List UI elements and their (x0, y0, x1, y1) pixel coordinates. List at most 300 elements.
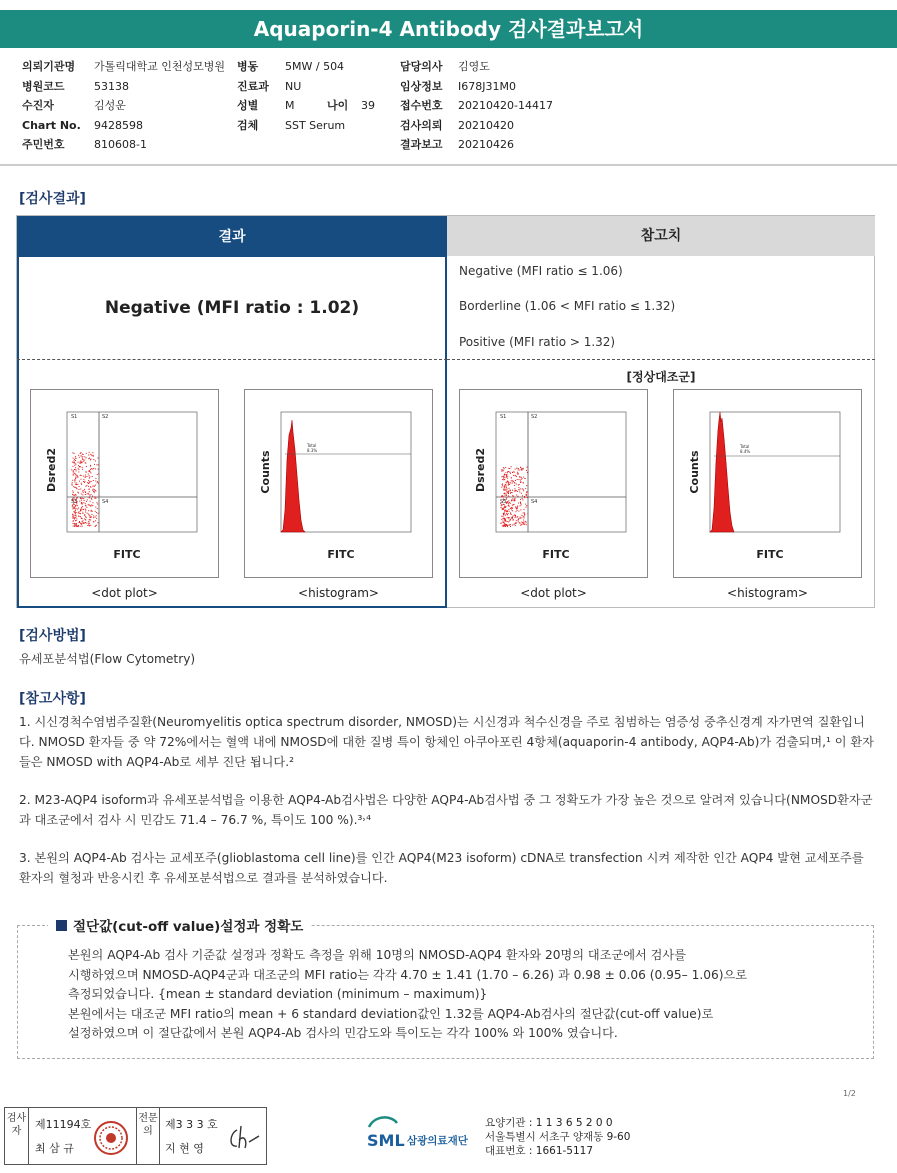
info-value: 김영도 (458, 60, 490, 73)
scatter-dot (515, 525, 516, 526)
scatter-dot (83, 498, 84, 499)
scatter-dot (504, 493, 505, 494)
scatter-dot (82, 462, 83, 463)
scatter-dot (85, 519, 86, 520)
scatter-dot (523, 483, 524, 484)
scatter-dot (82, 454, 83, 455)
scatter-dot (517, 517, 518, 518)
scatter-dot (82, 457, 83, 458)
quad-label: S4 (531, 499, 538, 505)
scatter-dot (98, 473, 99, 474)
scatter-dot (76, 482, 77, 483)
scatter-dot (506, 493, 507, 494)
scatter-dot (72, 482, 73, 483)
scatter-dot (504, 468, 505, 469)
scatter-dot (521, 477, 522, 478)
scatter-dot (526, 492, 527, 493)
scatter-dot (90, 469, 91, 470)
scatter-dot (513, 471, 514, 472)
scatter-dot (505, 472, 506, 473)
scatter-dot (86, 453, 87, 454)
scatter-dot (508, 500, 509, 501)
section-result-title: [검사결과] (19, 191, 86, 207)
note-2: 2. M23-AQP4 isoform과 유세포분석법을 이용한 AQP4-Ab검사법은 다양한 AQP4-Ab검사법 중 그 정확도가 가장 높은 것으로 알려져 있습니다(NMOSD환자군과 대조군에서 검사 시 민감도 71.4 – 76.7 %, 특이도 100 %).³˒⁴ (19, 793, 873, 827)
scatter-dot (98, 469, 99, 470)
scatter-dot (508, 491, 509, 492)
scatter-dot (524, 496, 525, 497)
scatter-dot (86, 505, 87, 506)
scatter-dot (512, 492, 513, 493)
scatter-dot (75, 515, 76, 516)
scatter-dot (80, 526, 81, 527)
scatter-dot (509, 502, 510, 503)
scatter-dot (96, 512, 97, 513)
scatter-dot (505, 507, 506, 508)
scatter-dot (74, 526, 75, 527)
quad-label: S3 (71, 499, 78, 505)
info-label: 주민번호 (22, 138, 65, 151)
scatter-dot (89, 477, 90, 478)
scatter-dot (526, 524, 527, 525)
scatter-dot (523, 490, 524, 491)
scatter-dot (508, 525, 509, 526)
scatter-dot (508, 493, 509, 494)
scatter-dot (512, 508, 513, 509)
y-axis-label: Counts (688, 450, 701, 494)
scatter-dot (518, 503, 519, 504)
scatter-dot (94, 498, 95, 499)
scatter-dot (504, 474, 505, 475)
scatter-dot (505, 509, 506, 510)
scatter-dot (73, 523, 74, 524)
scatter-dot (527, 497, 528, 498)
scatter-dot (75, 512, 76, 513)
scatter-dot (85, 492, 86, 493)
scatter-dot (91, 468, 92, 469)
scatter-dot (516, 468, 517, 469)
scatter-dot (81, 456, 82, 457)
inspector-label: 검사자 (5, 1108, 29, 1164)
scatter-dot (72, 514, 73, 515)
scatter-dot (76, 516, 77, 517)
scatter-dot (509, 521, 510, 522)
y-axis-label: Dsred2 (45, 447, 58, 493)
scatter-dot (93, 517, 94, 518)
signature-box (4, 1107, 267, 1165)
inspector-license: 제11194호 (35, 1118, 92, 1131)
scatter-dot (75, 506, 76, 507)
scatter-dot (527, 491, 528, 492)
scatter-dot (502, 484, 503, 485)
quad-label: S2 (531, 414, 538, 420)
scatter-dot (93, 522, 94, 523)
scatter-dot (75, 456, 76, 457)
scatter-dot (517, 496, 518, 497)
scatter-dot (504, 518, 505, 519)
info-value: 9428598 (94, 118, 143, 132)
scatter-dot (83, 461, 84, 462)
section-method-title: [검사방법] (19, 628, 86, 644)
info-label: 임상정보 (400, 79, 443, 93)
scatter-dot (81, 509, 82, 510)
logo-text: SML (367, 1131, 405, 1150)
info-label: 병동 (237, 60, 259, 73)
scatter-dot (76, 475, 77, 476)
scatter-dot (509, 511, 510, 512)
scatter-dot (527, 472, 528, 473)
scatter-dot (86, 485, 87, 486)
ref-borderline: Borderline (1.06 < MFI ratio ≤ 1.32) (459, 299, 676, 313)
scatter-dot (504, 511, 505, 512)
scatter-dot (74, 465, 75, 466)
scatter-dot (85, 491, 86, 492)
scatter-dot (506, 490, 507, 491)
scatter-dot (512, 525, 513, 526)
scatter-dot (525, 488, 526, 489)
scatter-dot (508, 509, 509, 510)
scatter-dot (501, 516, 502, 517)
scatter-dot (507, 476, 508, 477)
scatter-dot (85, 475, 86, 476)
scatter-dot (516, 476, 517, 477)
scatter-dot (73, 472, 74, 473)
scatter-dot (85, 472, 86, 473)
scatter-dot (511, 500, 512, 501)
scatter-dot (509, 468, 510, 469)
scatter-dot (75, 510, 76, 511)
scatter-dot (520, 503, 521, 504)
scatter-dot (86, 501, 87, 502)
scatter-dot (507, 521, 508, 522)
scatter-dot (521, 525, 522, 526)
scatter-dot (518, 487, 519, 488)
scatter-dot (505, 490, 506, 491)
info-label: 담당의사 (400, 60, 443, 73)
scatter-dot (76, 484, 77, 485)
scatter-dot (518, 485, 519, 486)
scatter-dot (89, 522, 90, 523)
scatter-dot (81, 523, 82, 524)
scatter-dot (88, 510, 89, 511)
scatter-dot (504, 510, 505, 511)
scatter-dot (515, 498, 516, 499)
scatter-dot (75, 494, 76, 495)
scatter-dot (77, 475, 78, 476)
scatter-dot (76, 523, 77, 524)
scatter-dot (81, 475, 82, 476)
scatter-dot (78, 462, 79, 463)
scatter-dot (524, 512, 525, 513)
scatter-dot (84, 460, 85, 461)
scatter-dot (90, 525, 91, 526)
scatter-dot (91, 494, 92, 495)
scatter-dot (83, 509, 84, 510)
cutoff-box (17, 919, 874, 1059)
scatter-dot (72, 508, 73, 509)
scatter-dot (81, 500, 82, 501)
scatter-dot (80, 509, 81, 510)
scatter-dot (502, 518, 503, 519)
ref-positive: Positive (MFI ratio > 1.32) (459, 335, 616, 349)
scatter-dot (508, 518, 509, 519)
scatter-dot (519, 479, 520, 480)
scatter-dot (504, 477, 505, 478)
scatter-dot (510, 519, 511, 520)
note-1: 1. 시신경척수염범주질환(Neuromyelitis optica spectrum disorder, NMOSD)는 시신경과 척수신경을 주로 침범하는 염증성 중추신경계 자가면역 질환입니다. NMOSD 환자들 중 약 72%에서는 혈액 내에 NMOSD에 대한 질병 특이 항체인 아쿠아포린 4항체(aquaporin-4 antibody, AQP4-Ab)가 검출되며,¹ 이 환자들은 NMOSD with AQP4-Ab로 세부 진단 됩니다.² (19, 715, 874, 769)
scatter-dot (505, 495, 506, 496)
info-label: 병원코드 (22, 79, 65, 93)
scatter-dot (502, 485, 503, 486)
scatter-dot (505, 520, 506, 521)
scatter-dot (97, 508, 98, 509)
scatter-dot (91, 499, 92, 500)
scatter-dot (88, 483, 89, 484)
scatter-dot (82, 467, 83, 468)
scatter-dot (517, 506, 518, 507)
scatter-dot (95, 526, 96, 527)
scatter-dot (92, 502, 93, 503)
scatter-dot (506, 491, 507, 492)
scatter-dot (514, 488, 515, 489)
scatter-dot (78, 525, 79, 526)
scatter-dot (83, 481, 84, 482)
scatter-dot (84, 500, 85, 501)
scatter-dot (80, 475, 81, 476)
scatter-dot (75, 484, 76, 485)
dot-plot-chart (31, 390, 218, 577)
scatter-dot (79, 511, 80, 512)
scatter-dot (96, 518, 97, 519)
scatter-dot (526, 507, 527, 508)
info-mid (237, 57, 375, 135)
scatter-dot (75, 509, 76, 510)
scatter-dot (527, 467, 528, 468)
scatter-dot (80, 523, 81, 524)
scatter-dot (523, 477, 524, 478)
scatter-dot (502, 469, 503, 470)
scatter-dot (92, 452, 93, 453)
scatter-dot (515, 475, 516, 476)
org-address: 서울특별시 서초구 양재동 9-60 (485, 1131, 631, 1143)
scatter-dot (78, 472, 79, 473)
scatter-dot (519, 489, 520, 490)
scatter-dot (76, 470, 77, 471)
scatter-dot (84, 515, 85, 516)
divider (17, 359, 447, 360)
scatter-dot (507, 526, 508, 527)
scatter-dot (507, 492, 508, 493)
scatter-dot (72, 485, 73, 486)
scatter-dot (97, 504, 98, 505)
scatter-dot (82, 494, 83, 495)
quad-label: S3 (500, 499, 507, 505)
scatter-dot (95, 498, 96, 499)
scatter-dot (508, 495, 509, 496)
scatter-dot (75, 526, 76, 527)
scatter-dot (525, 521, 526, 522)
scatter-dot (89, 481, 90, 482)
scatter-dot (73, 517, 74, 518)
scatter-dot (97, 482, 98, 483)
scatter-dot (82, 469, 83, 470)
result-header: 결과 (19, 218, 445, 257)
scatter-dot (526, 485, 527, 486)
histogram-chart (245, 390, 432, 577)
scatter-dot (91, 505, 92, 506)
scatter-dot (508, 483, 509, 484)
scatter-dot (505, 489, 506, 490)
scatter-dot (95, 485, 96, 486)
scatter-dot (510, 473, 511, 474)
info-value: 39 (361, 99, 375, 112)
scatter-dot (522, 495, 523, 496)
scatter-dot (87, 525, 88, 526)
scatter-dot (79, 522, 80, 523)
scatter-dot (519, 484, 520, 485)
scatter-dot (523, 520, 524, 521)
scatter-dot (74, 507, 75, 508)
scatter-dot (84, 482, 85, 483)
scatter-dot (519, 470, 520, 471)
scatter-dot (507, 517, 508, 518)
scatter-dot (82, 512, 83, 513)
scatter-dot (506, 513, 507, 514)
scatter-dot (514, 515, 515, 516)
scatter-dot (87, 493, 88, 494)
scatter-dot (515, 507, 516, 508)
patient-dot-plot (30, 389, 219, 578)
scatter-dot (521, 515, 522, 516)
scatter-dot (501, 507, 502, 508)
scatter-dot (510, 512, 511, 513)
scatter-dot (82, 521, 83, 522)
scatter-dot (513, 496, 514, 497)
scatter-dot (521, 517, 522, 518)
info-value: 810608-1 (94, 138, 147, 151)
scatter-dot (88, 489, 89, 490)
scatter-dot (74, 462, 75, 463)
scatter-dot (82, 513, 83, 514)
scatter-dot (75, 469, 76, 470)
scatter-dot (504, 524, 505, 525)
scatter-dot (504, 485, 505, 486)
scatter-dot (514, 482, 515, 483)
scatter-dot (521, 522, 522, 523)
scatter-dot (72, 490, 73, 491)
cutoff-line: 본원의 AQP4-Ab 검사 기준값 설정과 정확도 측정을 위해 10명의 NMOSD-AQP4 환자와 20명의 대조군에서 검사를 (68, 948, 686, 962)
sml-logo-icon (365, 1113, 477, 1153)
scatter-dot (92, 514, 93, 515)
scatter-dot (520, 488, 521, 489)
scatter-dot (76, 487, 77, 488)
scatter-dot (503, 514, 504, 515)
ref-negative: Negative (MFI ratio ≤ 1.06) (459, 264, 623, 278)
scatter-dot (72, 452, 73, 453)
scatter-dot (83, 520, 84, 521)
scatter-dot (521, 479, 522, 480)
scatter-dot (503, 496, 504, 497)
scatter-dot (514, 504, 515, 505)
histogram-caption: <histogram> (727, 586, 808, 600)
scatter-dot (96, 464, 97, 465)
scatter-dot (88, 471, 89, 472)
scatter-dot (503, 522, 504, 523)
scatter-dot (518, 511, 519, 512)
total-label: Total (307, 443, 317, 448)
scatter-dot (86, 517, 87, 518)
scatter-dot (508, 505, 509, 506)
scatter-dot (92, 469, 93, 470)
scatter-dot (502, 479, 503, 480)
scatter-dot (80, 460, 81, 461)
scatter-dot (93, 489, 94, 490)
total-value: 8.4% (740, 449, 751, 454)
scatter-dot (95, 481, 96, 482)
scatter-dot (84, 456, 85, 457)
scatter-dot (92, 486, 93, 487)
scatter-dot (503, 467, 504, 468)
scatter-dot (84, 514, 85, 515)
scatter-dot (87, 513, 88, 514)
scatter-dot (98, 464, 99, 465)
scatter-dot (95, 520, 96, 521)
scatter-dot (90, 487, 91, 488)
scatter-dot (511, 518, 512, 519)
org-logo (365, 1113, 477, 1156)
scatter-dot (71, 469, 72, 470)
histogram-chart (674, 390, 861, 577)
scatter-dot (506, 476, 507, 477)
inspector-name: 최 삼 규 (35, 1142, 74, 1155)
info-label: 접수번호 (400, 99, 443, 112)
scatter-dot (89, 491, 90, 492)
scatter-dot (501, 519, 502, 520)
scatter-dot (519, 477, 520, 478)
scatter-dot (509, 484, 510, 485)
scatter-dot (94, 492, 95, 493)
info-value: 김성운 (94, 99, 126, 112)
info-label: 진료과 (237, 79, 269, 93)
scatter-dot (509, 496, 510, 497)
scatter-dot (85, 494, 86, 495)
scatter-dot (519, 491, 520, 492)
scatter-dot (520, 499, 521, 500)
scatter-dot (87, 482, 88, 483)
scatter-dot (85, 510, 86, 511)
scatter-dot (95, 478, 96, 479)
scatter-dot (72, 466, 73, 467)
scatter-dot (510, 503, 511, 504)
scatter-dot (504, 475, 505, 476)
scatter-dot (73, 486, 74, 487)
scatter-dot (75, 505, 76, 506)
cutoff-title (48, 915, 311, 935)
scatter-dot (503, 522, 504, 523)
scatter-dot (512, 510, 513, 511)
scatter-dot (90, 473, 91, 474)
scatter-dot (506, 511, 507, 512)
scatter-dot (507, 510, 508, 511)
scatter-dot (517, 510, 518, 511)
scatter-dot (517, 507, 518, 508)
scatter-dot (83, 490, 84, 491)
scatter-dot (72, 494, 73, 495)
scatter-dot (78, 493, 79, 494)
scatter-dot (74, 519, 75, 520)
scatter-dot (515, 469, 516, 470)
scatter-dot (514, 472, 515, 473)
scatter-dot (516, 495, 517, 496)
